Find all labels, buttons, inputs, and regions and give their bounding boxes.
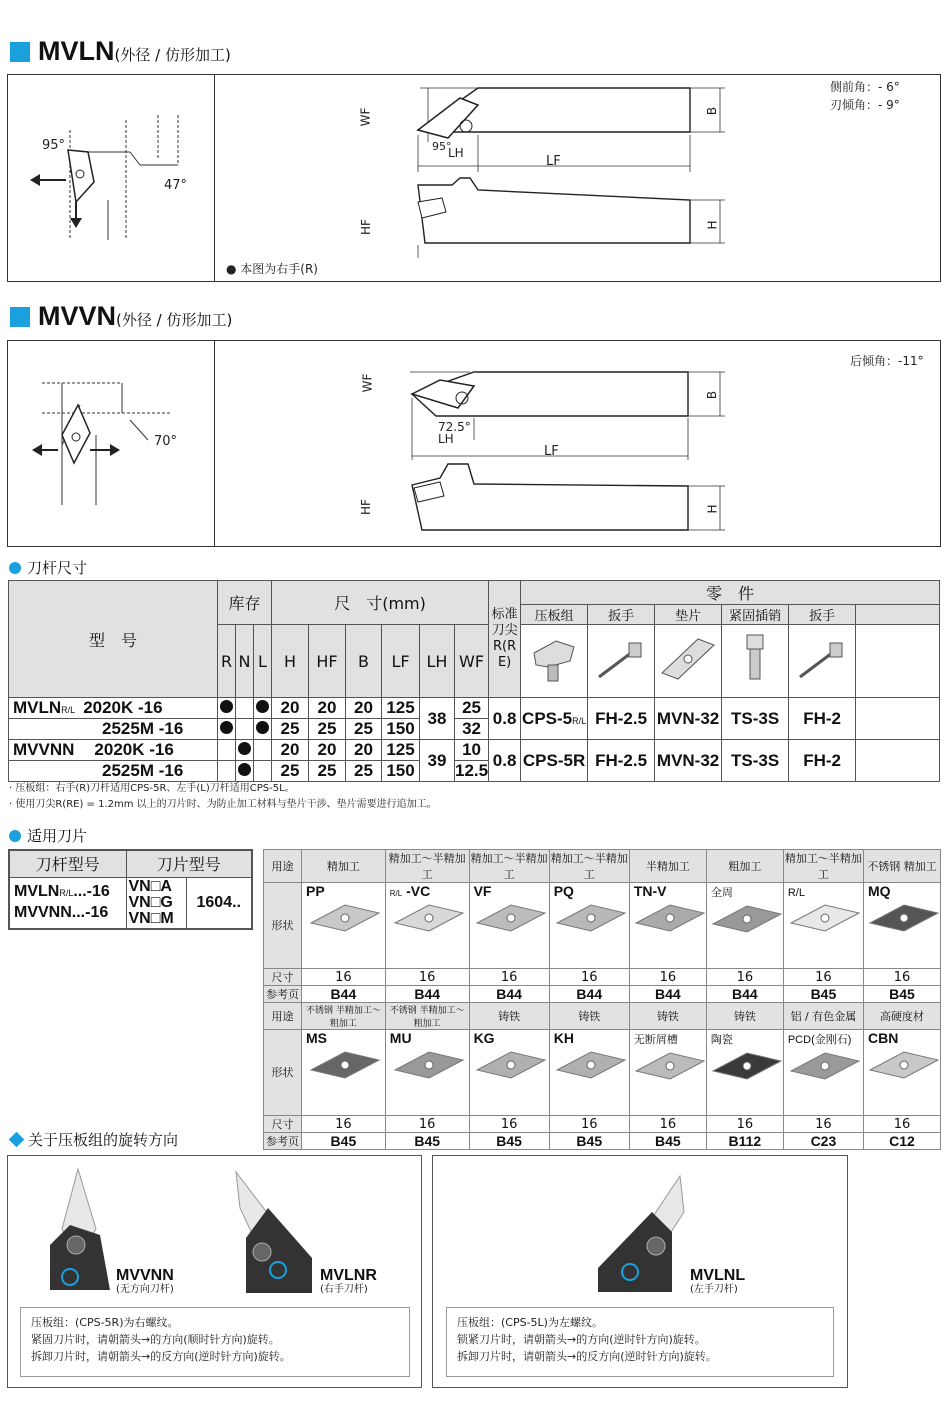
part-shim: MVN-32	[655, 698, 722, 740]
rl-mark: R/L	[572, 715, 587, 726]
stock-mark	[238, 742, 251, 755]
dim-B: 20	[346, 698, 382, 719]
insert-grade: MU	[389, 1030, 412, 1046]
insert-size: 16	[549, 1116, 629, 1133]
size-header: 尺寸	[264, 1116, 302, 1133]
table-row	[9, 740, 940, 761]
insert-grade: TN-V	[633, 883, 667, 899]
footnote-1: · 压板组：右手(R)刀杆适用CPS-5R、左手(L)刀杆适用CPS-5L。	[9, 783, 295, 794]
part-clamp: CPS-5R	[521, 740, 588, 782]
dim-B: 25	[346, 761, 382, 782]
mvln-hand-note: ● 本图为右手(R)	[226, 262, 318, 276]
insert-grade: R/L	[787, 887, 805, 899]
insert-icon	[555, 1048, 627, 1082]
mvvn-title: MVVN(外径 / 仿形加工)	[38, 301, 233, 331]
shim-picture	[655, 625, 722, 698]
mvvn-wf-label: WF	[360, 373, 375, 393]
col-H: H	[272, 625, 309, 698]
insert-use: 铸铁	[629, 1003, 706, 1030]
mvlnl-label: MVLNL (左手刀杆)	[690, 1267, 746, 1295]
insert-icon	[309, 901, 381, 935]
dim-H: 25	[272, 761, 309, 782]
insert-holder-table	[8, 849, 253, 930]
page-row	[264, 986, 941, 1003]
mvln-b-label: B	[705, 106, 720, 116]
insert-use: 不锈钢 半精加工～粗加工	[385, 1003, 469, 1030]
col-LF: LF	[382, 625, 420, 698]
dim-WF: 25	[455, 698, 489, 719]
col-L: L	[254, 625, 272, 698]
dim-HF: 20	[309, 698, 346, 719]
rotation-left-text: 压板组：(CPS-5R)为右螺纹。 紧固刀片时，请朝箭头→的方向(顺时针方向)旋转。 拆卸刀片时，请朝箭头→的反方向(逆时针方向)旋转。	[20, 1307, 410, 1377]
insert-size: 16	[706, 969, 783, 986]
mvln-title: MVLN(外径 / 仿形加工)	[38, 36, 231, 66]
col-model: 型 号	[9, 581, 218, 698]
insert-use: 铸铁	[469, 1003, 549, 1030]
insert-page: B44	[629, 986, 706, 1003]
insert-size: 16	[783, 969, 863, 986]
part-pin: TS-3S	[722, 740, 789, 782]
insert-grade: 陶瓷	[710, 1034, 733, 1046]
mvvn-hf-label: HF	[358, 499, 373, 515]
use-row	[264, 1003, 941, 1030]
size-row	[264, 1116, 941, 1133]
model-code: 2525M -16	[9, 719, 218, 740]
insert-use: 不锈钢 精加工	[863, 850, 940, 883]
insert-code: VN□M	[128, 909, 174, 927]
col-B: B	[346, 625, 382, 698]
rl-mark: R/L	[61, 705, 76, 715]
size-header: 尺寸	[264, 969, 302, 986]
mvvn-angle-725: 72.5°	[438, 420, 471, 434]
mvln-hf-label: HF	[358, 219, 373, 235]
insert-grade: PCD(金刚石)	[787, 1034, 852, 1046]
insert-use: 半精加工	[629, 850, 706, 883]
insert-page: C23	[783, 1133, 863, 1150]
shape-header: 形状	[264, 1030, 302, 1116]
holder-section-title: 刀杆尺寸	[9, 557, 87, 578]
col-HF: HF	[309, 625, 346, 698]
page-header: 参考页	[264, 986, 302, 1003]
model-code: 2525M -16	[9, 761, 218, 782]
insert-size: 16	[385, 969, 469, 986]
mvln-h-label: H	[705, 220, 720, 230]
stock-mark	[256, 700, 269, 713]
insert-size: 16	[706, 1116, 783, 1133]
insert-size: 16	[469, 969, 549, 986]
mvvn-angle: 后倾角：-11°	[850, 354, 924, 368]
part-wrench2: FH-2	[789, 698, 856, 740]
mvln-angle-47: 47°	[164, 178, 188, 193]
mvln-top-view	[400, 80, 745, 265]
insert-use: 精加工～半精加工	[549, 850, 629, 883]
dim-LF: 125	[382, 740, 420, 761]
col-holder-model: 刀杆型号	[9, 850, 126, 877]
stock-mark	[256, 721, 269, 734]
mvvn-side-sketch	[30, 375, 180, 510]
col-part-empty	[856, 605, 940, 625]
mvln-angle-95b: 95°	[432, 140, 452, 153]
insert-page: B45	[469, 1133, 549, 1150]
mvln-lf-label: LF	[546, 154, 561, 169]
col-N: N	[236, 625, 254, 698]
nose-radius: 0.8	[489, 740, 521, 782]
insert-icon	[711, 1049, 783, 1083]
part-shim: MVN-32	[655, 740, 722, 782]
insert-icon	[711, 902, 783, 936]
holder-model: MVLN	[14, 883, 60, 901]
section-marker	[10, 307, 30, 327]
mvlnr-holder-picture	[232, 1168, 322, 1298]
col-part-pin: 紧固插销	[722, 605, 789, 625]
wrench-picture	[588, 625, 655, 698]
clamp-picture	[521, 625, 588, 698]
shape-row	[264, 1030, 941, 1116]
use-header: 用途	[264, 1003, 302, 1030]
insert-size: 16	[629, 969, 706, 986]
insert-use: 高硬度材	[863, 1003, 940, 1030]
shim-icon	[658, 631, 718, 687]
insert-page: B45	[783, 986, 863, 1003]
holder-table	[8, 580, 940, 782]
mvvn-lh-label: LH	[438, 432, 454, 446]
insert-page: B44	[469, 986, 549, 1003]
insert-page: C12	[863, 1133, 940, 1150]
insert-page: B45	[302, 1133, 386, 1150]
col-insert-model: 刀片型号	[126, 850, 252, 877]
insert-grade: KH	[553, 1030, 574, 1046]
part-pin: TS-3S	[722, 698, 789, 740]
insert-grade: VF	[473, 883, 492, 899]
insert-icon	[555, 901, 627, 935]
insert-use: 精加工～半精加工	[783, 850, 863, 883]
insert-size: 16	[469, 1116, 549, 1133]
col-stock: 库存	[218, 581, 272, 625]
mvvn-h-label: H	[705, 504, 720, 514]
insert-icon	[393, 1048, 465, 1082]
insert-size: 16	[302, 969, 386, 986]
rotation-section-title: 关于压板组的旋转方向	[7, 1129, 178, 1150]
insert-icon	[868, 901, 940, 935]
dim-HF: 20	[309, 740, 346, 761]
insert-icon	[475, 1048, 547, 1082]
dim-LH: 39	[420, 740, 455, 782]
insert-icon	[475, 901, 547, 935]
insert-page: B112	[706, 1133, 783, 1150]
clamp-icon	[526, 631, 582, 687]
nose-radius: 0.8	[489, 698, 521, 740]
dim-H: 25	[272, 719, 309, 740]
insert-page: B45	[863, 986, 940, 1003]
insert-grade: KG	[473, 1030, 495, 1046]
rotation-right-text: 压板组：(CPS-5L)为左螺纹。 锁紧刀片时，请朝箭头→的方向(逆时针方向)旋转。 拆卸刀片时，请朝箭头→的反方向(逆时针方向)旋转。	[446, 1307, 834, 1377]
dim-WF: 10	[455, 740, 489, 761]
col-part-clamp: 压板组	[521, 605, 588, 625]
col-part-wrench2: 扳手	[789, 605, 856, 625]
insert-size: 16	[783, 1116, 863, 1133]
insert-page: B44	[706, 986, 783, 1003]
insert-code: VN□A	[128, 877, 172, 895]
stock-mark	[220, 721, 233, 734]
dim-H: 20	[272, 740, 309, 761]
insert-section-title: 适用刀片	[9, 825, 87, 846]
insert-page: B44	[302, 986, 386, 1003]
insert-use: 粗加工	[706, 850, 783, 883]
col-R: R	[218, 625, 236, 698]
mvvn-b-label: B	[705, 390, 720, 400]
col-part-wrench: 扳手	[588, 605, 655, 625]
insert-use: 铸铁	[549, 1003, 629, 1030]
col-dims: 尺 寸(mm)	[272, 581, 489, 625]
insert-page: B44	[549, 986, 629, 1003]
insert-size: 16	[302, 1116, 386, 1133]
stock-mark	[238, 763, 251, 776]
part-clamp: CPS-5	[522, 708, 573, 728]
insert-page: B45	[549, 1133, 629, 1150]
part-empty-cell	[856, 625, 940, 698]
insert-use: 铸铁	[706, 1003, 783, 1030]
mvln-angle-side: 侧前角：- 6°	[830, 80, 900, 94]
dim-HF: 25	[309, 719, 346, 740]
insert-grade: MQ	[867, 883, 891, 899]
insert-grade: 全周	[710, 887, 733, 899]
insert-icon	[634, 1049, 706, 1083]
insert-icon	[789, 1049, 861, 1083]
mvln-angle-95: 95°	[42, 138, 66, 153]
insert-size: 1604..	[186, 877, 252, 929]
insert-size: 16	[549, 969, 629, 986]
dim-WF: 32	[455, 719, 489, 740]
pin-icon	[735, 631, 775, 687]
rl-mark: R/L	[389, 889, 403, 898]
dim-B: 25	[346, 719, 382, 740]
insert-grid	[263, 849, 941, 1150]
dim-H: 20	[272, 698, 309, 719]
insert-use: 精加工～半精加工	[469, 850, 549, 883]
mvvn-angle-70: 70°	[154, 434, 178, 449]
insert-grade: 无断屑槽	[633, 1034, 678, 1046]
insert-page: B44	[385, 986, 469, 1003]
col-part-shim: 垫片	[655, 605, 722, 625]
mvln-divider	[214, 74, 215, 282]
model-name: MVLN	[13, 698, 62, 717]
insert-grade: PP	[306, 883, 325, 899]
mvln-lh-label: LH	[448, 146, 464, 160]
mvvn-divider	[214, 340, 215, 547]
col-LH: LH	[420, 625, 455, 698]
insert-page: B45	[629, 1133, 706, 1150]
use-header: 用途	[264, 850, 302, 883]
insert-icon	[868, 1048, 940, 1082]
page-header: 参考页	[264, 1133, 302, 1150]
model-code: 2020K -16	[83, 698, 163, 717]
part-wrench: FH-2.5	[588, 740, 655, 782]
insert-icon	[789, 901, 861, 935]
model-name: MVVNN	[13, 740, 75, 759]
insert-icon	[393, 901, 465, 935]
insert-size: 16	[863, 969, 940, 986]
mvvnn-holder-picture	[40, 1165, 120, 1295]
insert-page: B45	[385, 1133, 469, 1150]
part-wrench: FH-2.5	[588, 698, 655, 740]
shape-header: 形状	[264, 883, 302, 969]
col-WF: WF	[455, 625, 489, 698]
insert-grade: MS	[306, 1030, 327, 1046]
col-nose-radius: 标准刀尖R(RE)	[489, 581, 521, 698]
pin-picture	[722, 625, 789, 698]
insert-size: 16	[629, 1116, 706, 1133]
mvln-angle-incl: 刃倾角：- 9°	[830, 98, 900, 112]
insert-use: 精加工～半精加工	[385, 850, 469, 883]
wrench2-picture	[789, 625, 856, 698]
insert-size: 16	[863, 1116, 940, 1133]
section-marker	[10, 42, 30, 62]
mvln-wf-label: WF	[358, 107, 373, 127]
model-code: 2020K -16	[94, 740, 174, 759]
part-wrench2: FH-2	[789, 740, 856, 782]
mvln-side-sketch	[20, 110, 200, 245]
insert-use: 精加工	[302, 850, 386, 883]
mvlnr-label: MVLNR (右手刀杆)	[320, 1267, 377, 1295]
dim-B: 20	[346, 740, 382, 761]
wrench-icon	[794, 631, 850, 687]
dim-HF: 25	[309, 761, 346, 782]
insert-use: 铝 / 有色金属	[783, 1003, 863, 1030]
insert-use: 不锈钢 半精加工～粗加工	[302, 1003, 386, 1030]
col-parts: 零 件	[521, 581, 940, 605]
dim-LF: 125	[382, 698, 420, 719]
dim-LF: 150	[382, 719, 420, 740]
rl-mark: R/L	[59, 888, 74, 899]
mvvn-lf-label: LF	[544, 444, 559, 459]
dim-WF: 12.5	[455, 761, 489, 780]
holder-model: MVVNN...-16	[14, 904, 109, 922]
holder-model-suffix: ...-16	[73, 883, 110, 901]
use-row	[264, 850, 941, 883]
table-row	[9, 698, 940, 719]
insert-grade: PQ	[553, 883, 574, 899]
size-row	[264, 969, 941, 986]
shape-row	[264, 883, 941, 969]
mvlnl-holder-picture	[592, 1172, 692, 1297]
insert-grade: -VC	[406, 883, 431, 899]
footnote-2: · 使用刀尖R(RE) = 1.2mm 以上的刀片时、为防止加工材料与垫片干涉、垫片需要进行追加工。	[9, 799, 437, 810]
wrench-icon	[593, 631, 649, 687]
insert-grade: CBN	[867, 1030, 899, 1046]
dim-LH: 38	[420, 698, 455, 740]
mvvn-top-view	[400, 360, 745, 540]
insert-icon	[309, 1048, 381, 1082]
stock-mark	[220, 700, 233, 713]
page-row	[264, 1133, 941, 1150]
insert-size: 16	[385, 1116, 469, 1133]
insert-icon	[634, 901, 706, 935]
dim-LF: 150	[382, 761, 420, 782]
mvvnn-label: MVVNN (无方向刀杆)	[116, 1267, 174, 1295]
insert-code: VN□G	[128, 893, 173, 911]
